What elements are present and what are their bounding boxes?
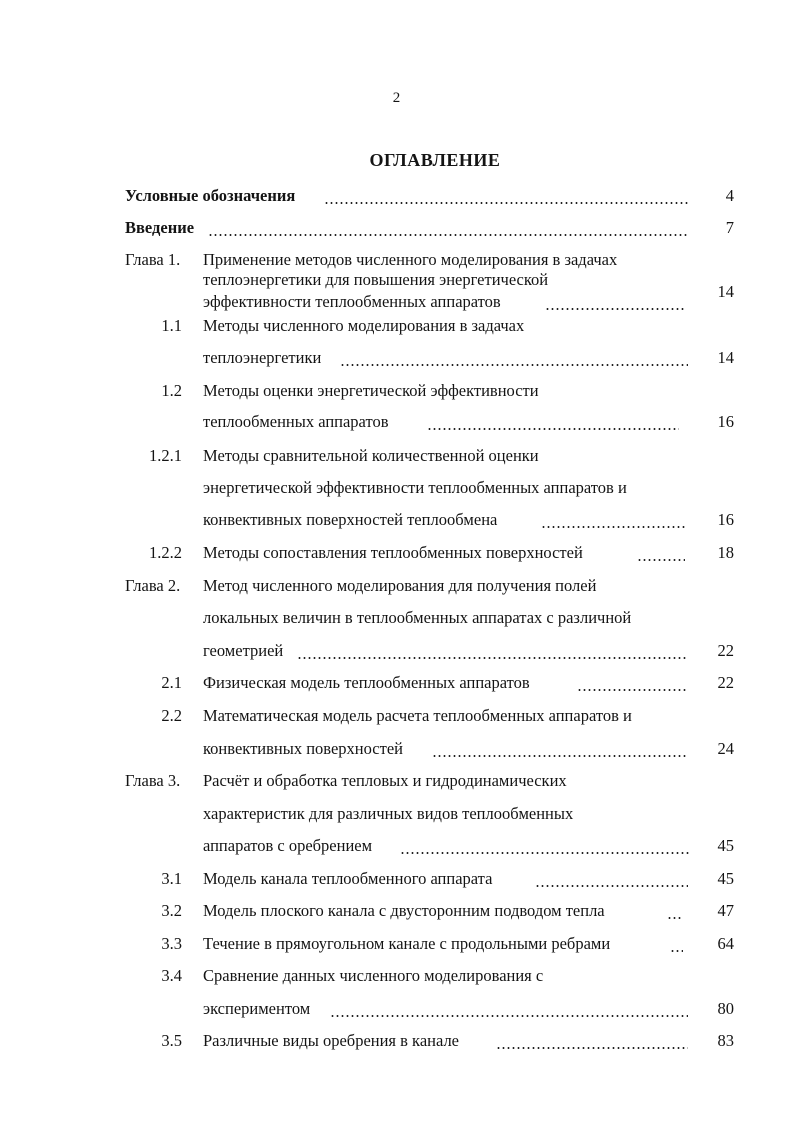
- toc-entry-label: 3.5: [161, 1031, 182, 1050]
- dot-leader: [340, 364, 688, 366]
- dot-leader: [427, 428, 679, 430]
- toc-entry-title-line: теплообменных аппаратов: [203, 412, 389, 431]
- dot-leader: [400, 852, 690, 854]
- toc-entry-label: 1.2.1: [149, 446, 182, 465]
- dot-leader: [496, 1047, 688, 1049]
- toc-entry-title-line: Применение методов численного моделирования в задачах: [203, 250, 618, 269]
- toc-entry-label: 2.1: [161, 673, 182, 692]
- dot-leader: [637, 559, 685, 561]
- toc-entry-title-line: Методы оценки энергетической эффективности: [203, 381, 539, 400]
- toc-entry-title-line: Методы сопоставления теплообменных поверхностей: [203, 543, 583, 562]
- page-number: 2: [392, 90, 401, 106]
- dot-leader: [535, 885, 688, 887]
- toc-entry-page: 4: [725, 186, 734, 205]
- toc-entry-title-line: Метод численного моделирования для получения полей: [203, 576, 597, 595]
- dot-leader: [324, 202, 688, 204]
- dot-leader: [667, 917, 682, 919]
- dot-leader: [577, 689, 688, 691]
- toc-entry-page: 45: [717, 869, 734, 888]
- toc-entry-title-line: Методы сравнительной количественной оценки: [203, 446, 539, 465]
- dot-leader: [545, 308, 685, 310]
- toc-entry-title-line: Течение в прямоугольном канале с продольными ребрами: [203, 934, 611, 953]
- toc-entry-title-line: конвективных поверхностей теплообмена: [203, 510, 498, 529]
- toc-entry-title-line: характеристик для различных видов теплообменных: [203, 804, 574, 823]
- toc-entry-title-line: Расчёт и обработка тепловых и гидродинамических: [203, 771, 567, 790]
- toc-entry-page: 18: [717, 543, 734, 562]
- toc-entry-page: 22: [717, 641, 734, 660]
- toc-entry-page: 83: [717, 1031, 734, 1050]
- toc-entry-title-line: Различные виды оребрения в канале: [203, 1031, 459, 1050]
- toc-entry-title-line: конвективных поверхностей: [203, 739, 403, 758]
- toc-entry-page: 64: [717, 934, 734, 953]
- dot-leader: [330, 1015, 688, 1017]
- toc-entry-label: 1.2: [161, 381, 182, 400]
- toc-entry-label: 2.2: [161, 706, 182, 725]
- toc-entry-title-line: эффективности теплообменных аппаратов: [203, 292, 501, 311]
- toc-entry-title-line: локальных величин в теплообменных аппаратах с различной: [203, 608, 632, 627]
- toc-entry-title-line: Модель плоского канала с двусторонним подводом тепла: [203, 901, 605, 920]
- toc-entry-title-line: теплоэнергетики: [203, 348, 322, 367]
- toc-entry-page: 16: [717, 510, 734, 529]
- toc-entry-label: Глава 3.: [125, 771, 181, 790]
- toc-entry-label: Глава 2.: [125, 576, 181, 595]
- dot-leader: [670, 950, 683, 952]
- toc-entry-title-line: энергетической эффективности теплообменных аппаратов и: [203, 478, 627, 497]
- toc-entry-label: 3.1: [161, 869, 182, 888]
- toc-entry-page: 16: [717, 412, 734, 431]
- dot-leader: [541, 526, 685, 528]
- toc-entry-title-line: экспериментом: [203, 999, 311, 1018]
- toc-entry-title: Введение: [125, 218, 195, 237]
- toc-entry-label: 3.3: [161, 934, 182, 953]
- toc-entry-label: 1.2.2: [149, 543, 182, 562]
- toc-entry-title-line: теплоэнергетики для повышения энергетической: [203, 270, 549, 289]
- toc-entry-page: 22: [717, 673, 734, 692]
- toc-entry-title-line: Физическая модель теплообменных аппаратов: [203, 673, 530, 692]
- toc-entry-page: 7: [725, 218, 734, 237]
- toc-entry-label: 1.1: [161, 316, 182, 335]
- toc-entry-title-line: аппаратов с оребрением: [203, 836, 373, 855]
- dot-leader: [208, 234, 688, 236]
- toc-entry-label: 3.2: [161, 901, 182, 920]
- toc-entry-title-line: Модель канала теплообменного аппарата: [203, 869, 493, 888]
- toc-entry-title-line: Методы численного моделирования в задачах: [203, 316, 525, 335]
- toc-entry-label: Глава 1.: [125, 250, 181, 269]
- toc-entry-title-line: Сравнение данных численного моделирования с: [203, 966, 544, 985]
- toc-entry-page: 14: [717, 282, 734, 301]
- toc-entry-page: 45: [717, 836, 734, 855]
- toc-entry-page: 24: [717, 739, 734, 758]
- page-title: ОГЛАВЛЕНИЕ: [369, 150, 501, 170]
- dot-leader: [297, 657, 688, 659]
- toc-entry-page: 47: [717, 901, 734, 920]
- toc-entry-title-line: Математическая модель расчета теплообменных аппаратов и: [203, 706, 632, 725]
- dot-leader: [432, 755, 688, 757]
- toc-entry-page: 80: [717, 999, 734, 1018]
- toc-entry-label: 3.4: [161, 966, 182, 985]
- toc-entry-title: Условные обозначения: [125, 186, 296, 205]
- toc-entry-title-line: геометрией: [203, 641, 284, 660]
- toc-entry-page: 14: [717, 348, 734, 367]
